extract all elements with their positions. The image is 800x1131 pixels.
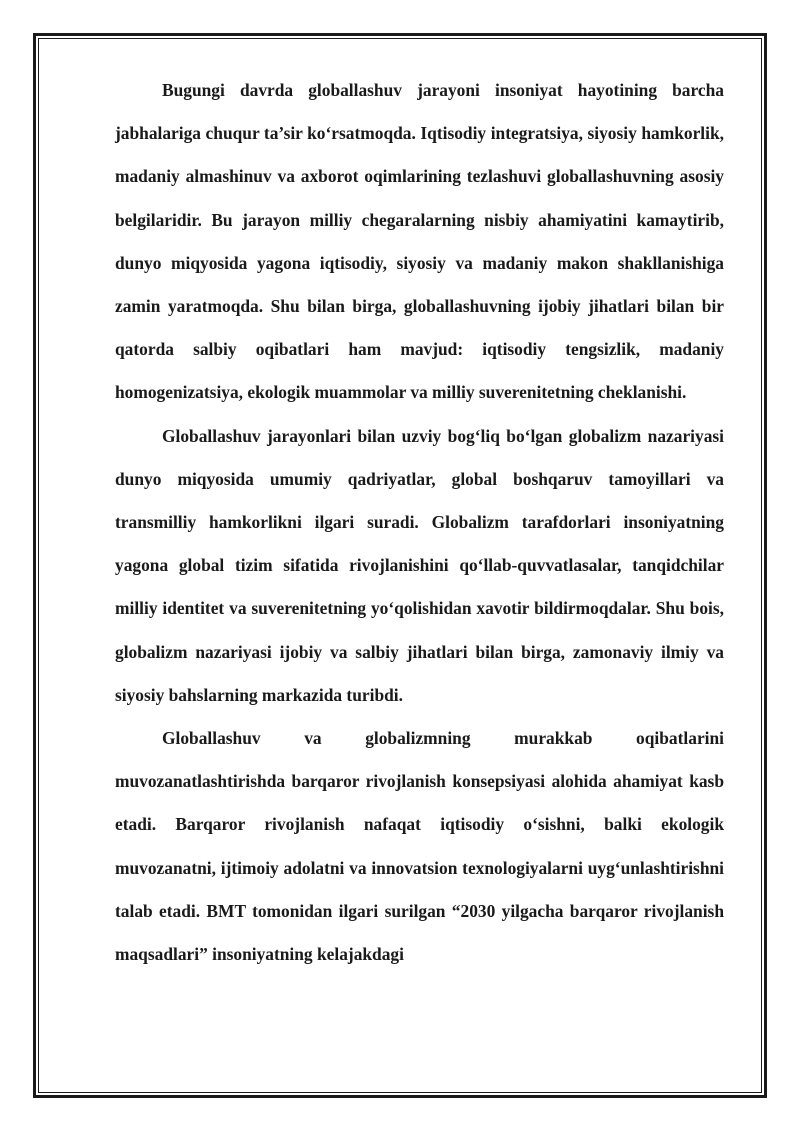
paragraph-globalism-theory: Globallashuv jarayonlari bilan uzviy bog‘liq bo‘lgan globalizm nazariyasi dunyo miqyosida umumiy qadriyatlar, global boshqaruv tamoyillari va transmilliy hamkorlikni ilgari suradi. Globalizm tarafdorlari insoniyatning yagona global tizim sifatida rivojlanishini qo‘llab-quvvatlasalar, tanqidchilar milliy identitet va suverenitetning yo‘qolishidan xavotir bildirmoqdalar. Shu bois, globalizm nazariyasi ijobiy va salbiy jihatlari bilan birga, zamonaviy ilmiy va siyosiy bahslarning markazida turibdi. [115,425,724,705]
paragraph-sustainable-development: Globallashuv va globalizmning murakkab oqibatlarini muvozanatlashtirishda barqaror rivojlanish konsepsiyasi alohida ahamiyat kasb etadi. Barqaror rivojlanish nafaqat iqtisodiy o‘sishni, balki ekologik muvozanatni, ijtimoiy adolatni va innovatsion texnologiyalarni uyg‘unlashtirishni talab etadi. BMT tomonidan ilgari surilgan “2030 yilgacha barqaror rivojlanish maqsadlari” insoniyatning kelajakdagi [115,728,724,965]
document-body [115,69,724,976]
paragraph-globalization-process: Bugungi davrda globallashuv jarayoni insoniyat hayotining barcha jabhalariga chuqur ta’sir ko‘rsatmoqda. Iqtisodiy integratsiya, siyosiy hamkorlik, madaniy almashinuv va axborot oqimlarining tezlashuvi globallashuvning asosiy belgilaridir. Bu jarayon milliy chegaralarning nisbiy ahamiyatini kamaytirib, dunyo miqyosida yagona iqtisodiy, siyosiy va madaniy makon shakllanishiga zamin yaratmoqda. Shu bilan birga, globallashuvning ijobiy jihatlari bilan bir qatorda salbiy oqibatlari ham mavjud: iqtisodiy tengsizlik, madaniy homogenizatsiya, ekologik muammolar va milliy suverenitetning cheklanishi. [115,80,724,403]
